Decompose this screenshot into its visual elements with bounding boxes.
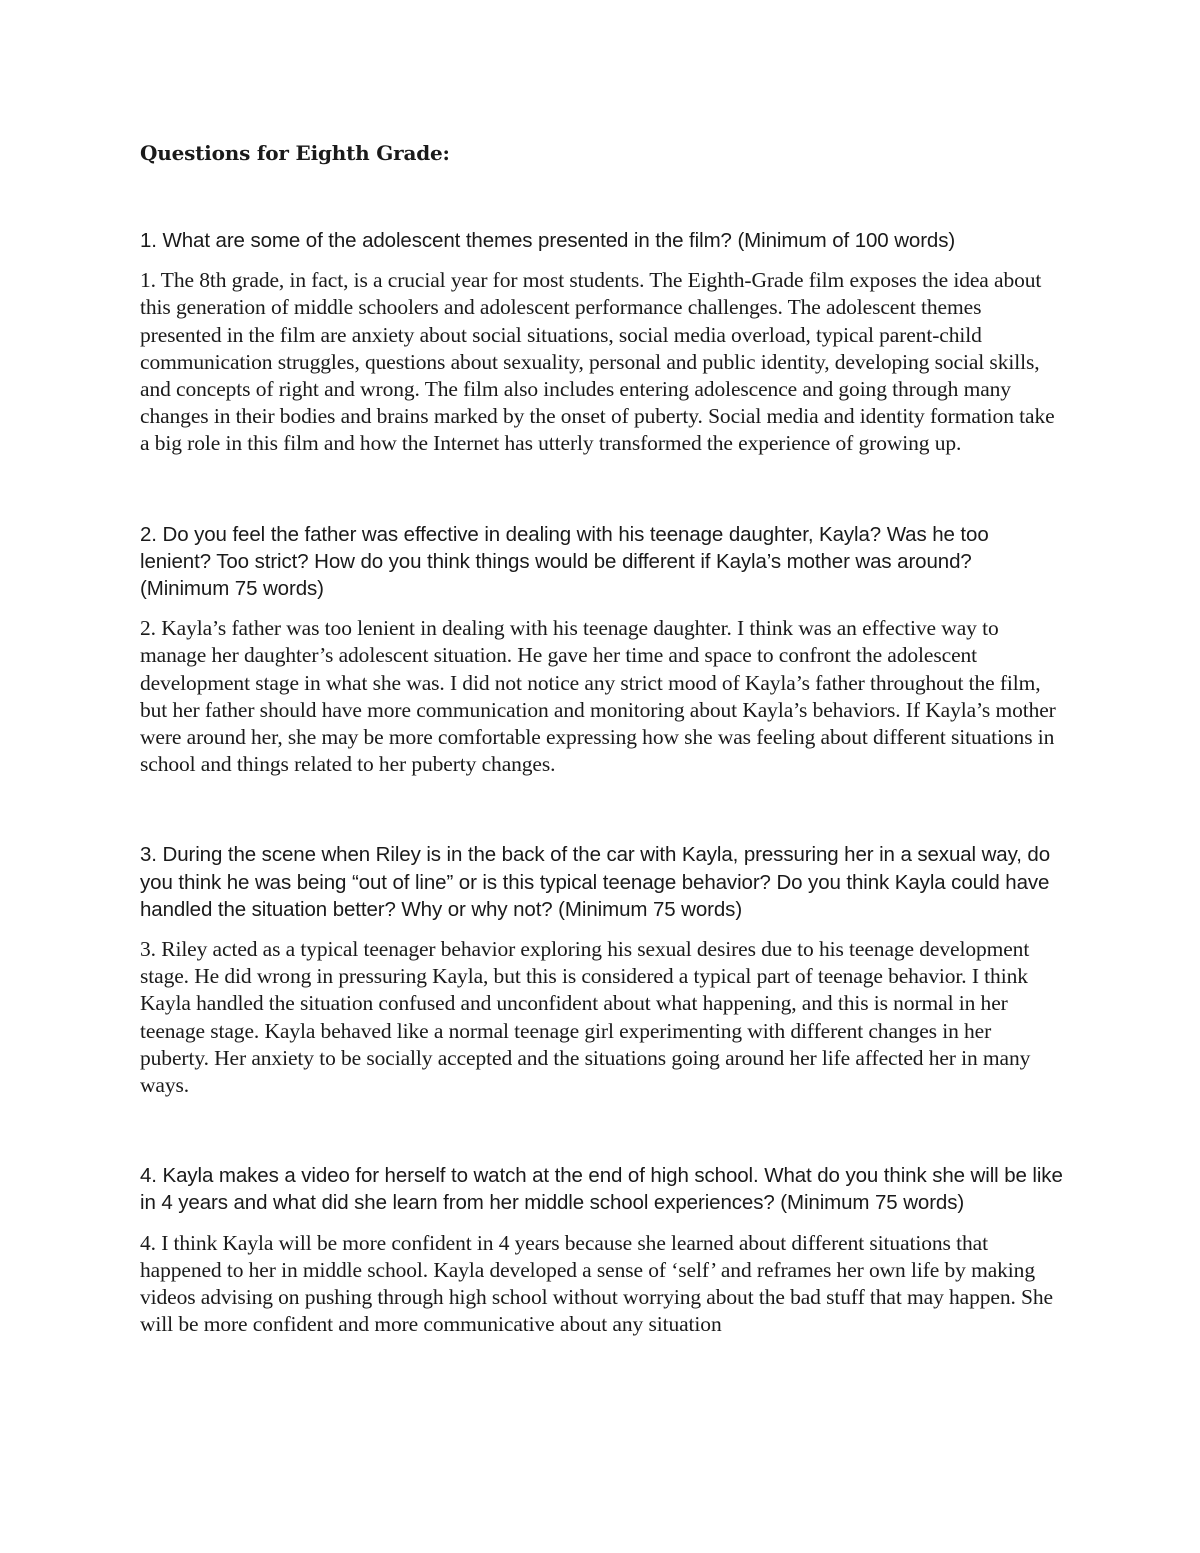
qa-block-2 <box>140 521 1065 779</box>
answer-4: 4. I think Kayla will be more confident in 4 years because she learned about different situations that happened to her in middle school. Kayla developed a sense of ‘self’ and reframes her own life by making videos advising on pushing through high school without worrying about the bad stuff that may happen. She will be more confident and more communicative about any situation <box>140 1230 1053 1337</box>
page-title: Questions for Eighth Grade: <box>140 141 450 165</box>
answer-3: 3. Riley acted as a typical teenager behavior exploring his sexual desires due to his teenage development stage. He did wrong in pressuring Kayla, but this is considered a typical part of teenage behavior. I think Kayla handled the situation confused and unconfident about what happening, and this is normal in her teenage stage. Kayla behaved like a normal teenage girl experimenting with different changes in her puberty. Her anxiety to be socially accepted and the situations going around her life affected her in many ways. <box>140 937 1031 1098</box>
answer-1: 1. The 8th grade, in fact, is a crucial year for most students. The Eighth-Grade film exposes the idea about this generation of middle schoolers and adolescent performance challenges. The adolescent themes presented in the film are anxiety about social situations, social media overload, typical parent-child communication struggles, questions about sexuality, personal and public identity, developing social skills, and concepts of right and wrong. The film also includes entering adolescence and going through many changes in their bodies and brains marked by the onset of puberty. Social media and identity formation take a big role in this film and how the Internet has utterly transformed the experience of growing up. <box>140 268 1055 456</box>
question-2: 2. Do you feel the father was effective in dealing with his teenage daughter, Kayla? Was he too lenient? Too strict? How do you think things would be different if Kayla’s mother was around? (Minimum 75 words) <box>140 522 989 601</box>
question-3: 3. During the scene when Riley is in the back of the car with Kayla, pressuring her in a sexual way, do you think he was being “out of line” or is this typical teenage behavior? Do you think Kayla could have handled the situation better? Why or why not? (Minimum 75 words) <box>140 843 1051 921</box>
question-4: 4. Kayla makes a video for herself to watch at the end of high school. What do you think she will be like in 4 years and what did she learn from her middle school experiences? (Minimum 75 words) <box>140 1164 1063 1215</box>
answer-2: 2. Kayla’s father was too lenient in dealing with his teenage daughter. I think was an effective way to manage her daughter’s adolescent situation. He gave her time and space to confront the adolescent development stage in what she was. I did not notice any strict mood of Kayla’s father throughout the film, but her father should have more communication and monitoring about Kayla’s behaviors. If Kayla’s mother were around her, she may be more comfortable expressing how she was feeling about different situations in school and things related to her puberty changes. <box>140 616 1056 777</box>
qa-block-4 <box>140 1162 1065 1338</box>
qa-block-3 <box>140 841 1065 1099</box>
question-1: 1. What are some of the adolescent themes presented in the film? (Minimum of 100 words) <box>140 229 956 252</box>
qa-block-1 <box>140 227 1065 458</box>
document-body <box>140 140 1065 1339</box>
